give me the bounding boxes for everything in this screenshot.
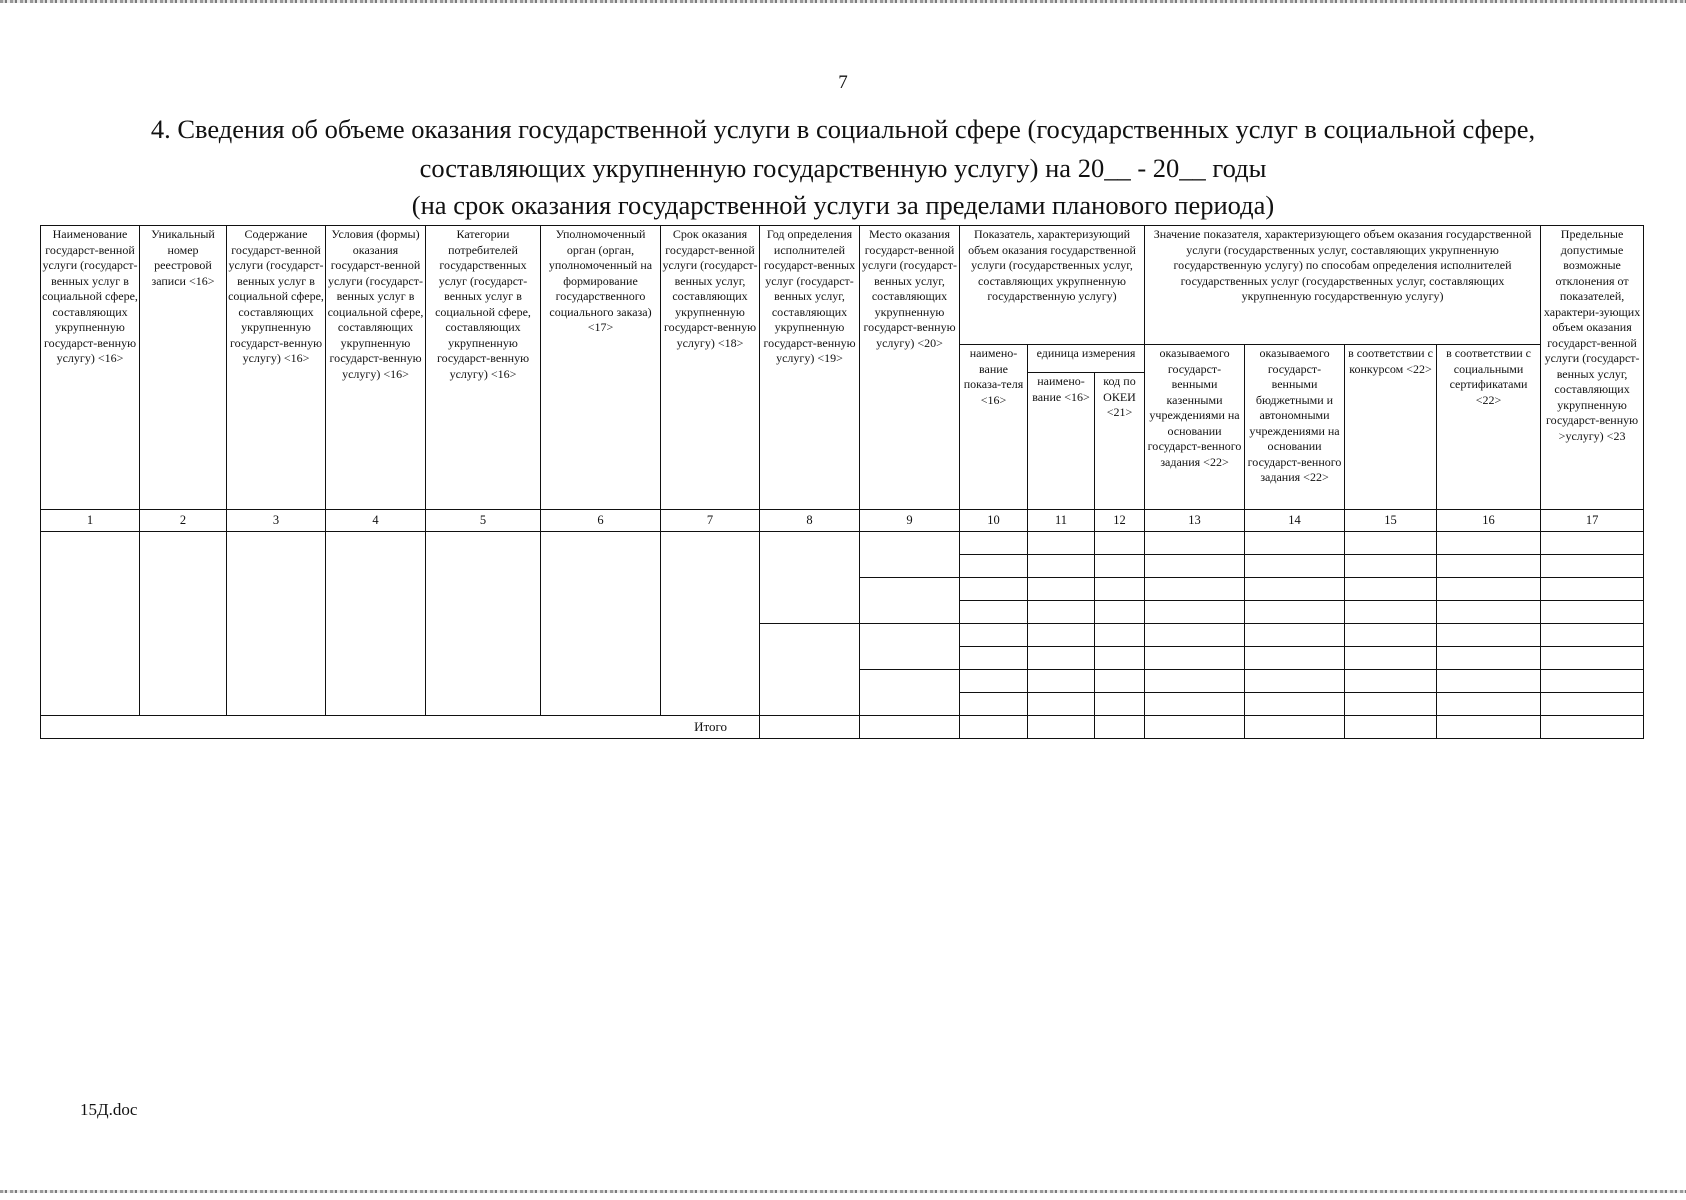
table-cell <box>960 601 1028 624</box>
header-registry-number: Уникальный номер реестровой записи <16> <box>140 226 227 510</box>
table-cell <box>1437 716 1541 739</box>
table-cell <box>1095 601 1145 624</box>
table-cell <box>1028 601 1095 624</box>
total-label-cell <box>41 716 760 739</box>
section-title-line-2: составляющих укрупненную государственную услугу) на 20__ - 20__ годы <box>419 153 1267 183</box>
section-title-line-1: 4. Сведения об объеме оказания государственной услуги в социальной сфере (государственных услуг в социальной сфере, <box>150 114 1536 144</box>
column-number: 11 <box>1028 510 1095 532</box>
header-indicator-name: наимено-вание показа-теля <16> <box>960 345 1028 510</box>
table-cell <box>1095 624 1145 647</box>
header-social-certificates: в соответствии с социальными сертификатами <22> <box>1437 345 1541 510</box>
table-cell <box>1437 555 1541 578</box>
column-number: 6 <box>541 510 661 532</box>
table-cell <box>1541 555 1644 578</box>
table-cell <box>227 532 326 716</box>
table-cell <box>760 716 860 739</box>
table-cell <box>1345 555 1437 578</box>
table-cell <box>1028 693 1095 716</box>
header-consumer-categories: Категории потребителей государственных услуг (государст-венных услуг в социальной сфере, составляющих укрупненную государст-венную услугу) <16> <box>426 226 541 510</box>
table-cell <box>1345 578 1437 601</box>
table-cell <box>1345 716 1437 739</box>
table-cell <box>1028 670 1095 693</box>
table-cell <box>1028 624 1095 647</box>
column-number: 8 <box>760 510 860 532</box>
table-cell <box>1028 647 1095 670</box>
header-kazennye: оказываемого государст-венными казенными учреждениями на основании государст-венного задания <22> <box>1145 345 1245 510</box>
table-cell <box>1245 716 1345 739</box>
table-cell <box>1345 532 1437 555</box>
table-cell <box>1095 693 1145 716</box>
footer-filename: 15Д.doc <box>80 1100 138 1119</box>
table-cell <box>1541 647 1644 670</box>
table-cell <box>1437 601 1541 624</box>
column-number: 13 <box>1145 510 1245 532</box>
table-cell <box>1245 693 1345 716</box>
header-service-conditions: Условия (формы) оказания государст-венной услуги (государст-венных услуг в социальной сфере, составляющих укрупненную государст-венную услугу) <16> <box>326 226 426 510</box>
scan-edge-top <box>0 0 1686 3</box>
header-budget-autonomous: оказываемого государст-венными бюджетными и автономными учреждениями на основании государст-венного задания <22> <box>1245 345 1345 510</box>
table-cell <box>960 555 1028 578</box>
table-cell <box>1245 670 1345 693</box>
table-cell <box>1541 670 1644 693</box>
table-cell <box>1145 578 1245 601</box>
column-number: 12 <box>1095 510 1145 532</box>
total-row <box>41 716 1644 739</box>
header-executor-year: Год определения исполнителей государст-венных услуг (государст-венных услуг, составляющих укрупненную государст-венную услугу) <19> <box>760 226 860 510</box>
column-number: 2 <box>140 510 227 532</box>
table-cell <box>860 624 960 670</box>
column-number: 7 <box>661 510 760 532</box>
column-number-row <box>41 510 1644 532</box>
table-cell <box>1095 716 1145 739</box>
table-cell <box>326 532 426 716</box>
column-number: 16 <box>1437 510 1541 532</box>
column-number: 3 <box>227 510 326 532</box>
table-cell <box>1145 670 1245 693</box>
table-cell <box>860 670 960 716</box>
table-cell <box>1345 601 1437 624</box>
table-cell <box>1145 532 1245 555</box>
column-number: 4 <box>326 510 426 532</box>
table-cell <box>1245 555 1345 578</box>
column-number: 14 <box>1245 510 1345 532</box>
table-cell <box>1437 670 1541 693</box>
table-cell <box>960 578 1028 601</box>
table-cell <box>1541 624 1644 647</box>
header-service-content: Содержание государст-венной услуги (государст-венных услуг в социальной сфере, составляющих укрупненную государст-венную услугу) <16> <box>227 226 326 510</box>
table-cell <box>1245 647 1345 670</box>
table-cell <box>1437 624 1541 647</box>
table-cell <box>1095 670 1145 693</box>
column-number: 1 <box>41 510 140 532</box>
table-cell <box>1145 647 1245 670</box>
header-competition: в соответствии с конкурсом <22> <box>1345 345 1437 510</box>
table-cell <box>1245 624 1345 647</box>
column-number: 5 <box>426 510 541 532</box>
volume-table <box>40 225 1644 739</box>
section-title-line-3: (на срок оказания государственной услуги за пределами планового периода) <box>411 190 1275 220</box>
table-cell <box>760 532 860 624</box>
table-cell <box>960 624 1028 647</box>
header-unit-group: единица измерения <box>1028 345 1145 373</box>
table-cell <box>1095 555 1145 578</box>
table-cell <box>1245 601 1345 624</box>
header-service-place: Место оказания государст-венной услуги (государст-венных услуг, составляющих укрупненную государст-венную услугу) <20> <box>860 226 960 510</box>
table-cell <box>860 532 960 578</box>
column-number: 9 <box>860 510 960 532</box>
table-cell <box>1145 716 1245 739</box>
table-cell <box>1345 693 1437 716</box>
table-cell <box>1541 532 1644 555</box>
table-cell <box>1541 693 1644 716</box>
table-cell <box>41 532 140 716</box>
table-cell <box>960 670 1028 693</box>
scan-edge-bottom <box>0 1190 1686 1193</box>
table-cell <box>1345 670 1437 693</box>
table-cell <box>1028 532 1095 555</box>
table-cell <box>140 532 227 716</box>
table-cell <box>426 532 541 716</box>
header-okei-code: код по ОКЕИ <21> <box>1095 373 1145 510</box>
table-cell <box>760 624 860 716</box>
header-value-group: Значение показателя, характеризующего объем оказания государственной услуги (государственных услуг, составляющих укрупненную государственную услугу) по способам определения исполнителей государственных услуг (государственных услуг, составляющих укрупненную государственную услугу) <box>1145 226 1541 345</box>
header-service-term: Срок оказания государст-венной услуги (государст-венных услуг, составляющих укрупненную государст-венную услугу) <18> <box>661 226 760 510</box>
column-number: 15 <box>1345 510 1437 532</box>
header-service-name: Наименование государст-венной услуги (государст-венных услуг в социальной сфере, составляющих укрупненную государст-венную услугу) <16> <box>41 226 140 510</box>
table-cell <box>1028 578 1095 601</box>
column-number: 10 <box>960 510 1028 532</box>
table-cell <box>1095 578 1145 601</box>
page-number: 7 <box>838 72 848 93</box>
table-cell <box>1095 532 1145 555</box>
table-cell <box>1541 716 1644 739</box>
table-cell <box>960 716 1028 739</box>
table-cell <box>1095 647 1145 670</box>
table-cell <box>661 532 760 716</box>
table-cell <box>1028 716 1095 739</box>
table-cell <box>960 647 1028 670</box>
table-cell <box>1437 532 1541 555</box>
table-cell <box>1437 647 1541 670</box>
column-number: 17 <box>1541 510 1644 532</box>
header-indicator-group: Показатель, характеризующий объем оказания государственной услуги (государственных услуг, составляющих укрупненную государственную услугу) <box>960 226 1145 345</box>
table-row <box>41 532 1644 555</box>
total-label: Итого <box>694 719 727 735</box>
table-cell <box>1245 578 1345 601</box>
table-cell <box>960 532 1028 555</box>
table-cell <box>541 532 661 716</box>
table-cell <box>860 578 960 624</box>
table-cell <box>1145 601 1245 624</box>
table-cell <box>1345 647 1437 670</box>
table-cell <box>960 693 1028 716</box>
table-cell <box>1145 624 1245 647</box>
header-authorized-body: Уполномоченный орган (орган, уполномоченный на формирование государственного социального заказа) <17> <box>541 226 661 510</box>
table-cell <box>1345 624 1437 647</box>
header-unit-name: наимено-вание <16> <box>1028 373 1095 510</box>
table-cell <box>1541 578 1644 601</box>
table-cell <box>860 716 960 739</box>
table-cell <box>1145 693 1245 716</box>
table-cell <box>1437 693 1541 716</box>
header-allowed-deviations: Предельные допустимые возможные отклонения от показателей, характери-зующих объем оказания государст-венной услуги (государст-венных услуг, составляющих укрупненную государст-венную >услугу) <23 <box>1541 226 1644 510</box>
table-cell <box>1145 555 1245 578</box>
table-cell <box>1437 578 1541 601</box>
header-row <box>41 226 1644 345</box>
table-cell <box>1028 555 1095 578</box>
table-cell <box>1245 532 1345 555</box>
table-cell <box>1541 601 1644 624</box>
